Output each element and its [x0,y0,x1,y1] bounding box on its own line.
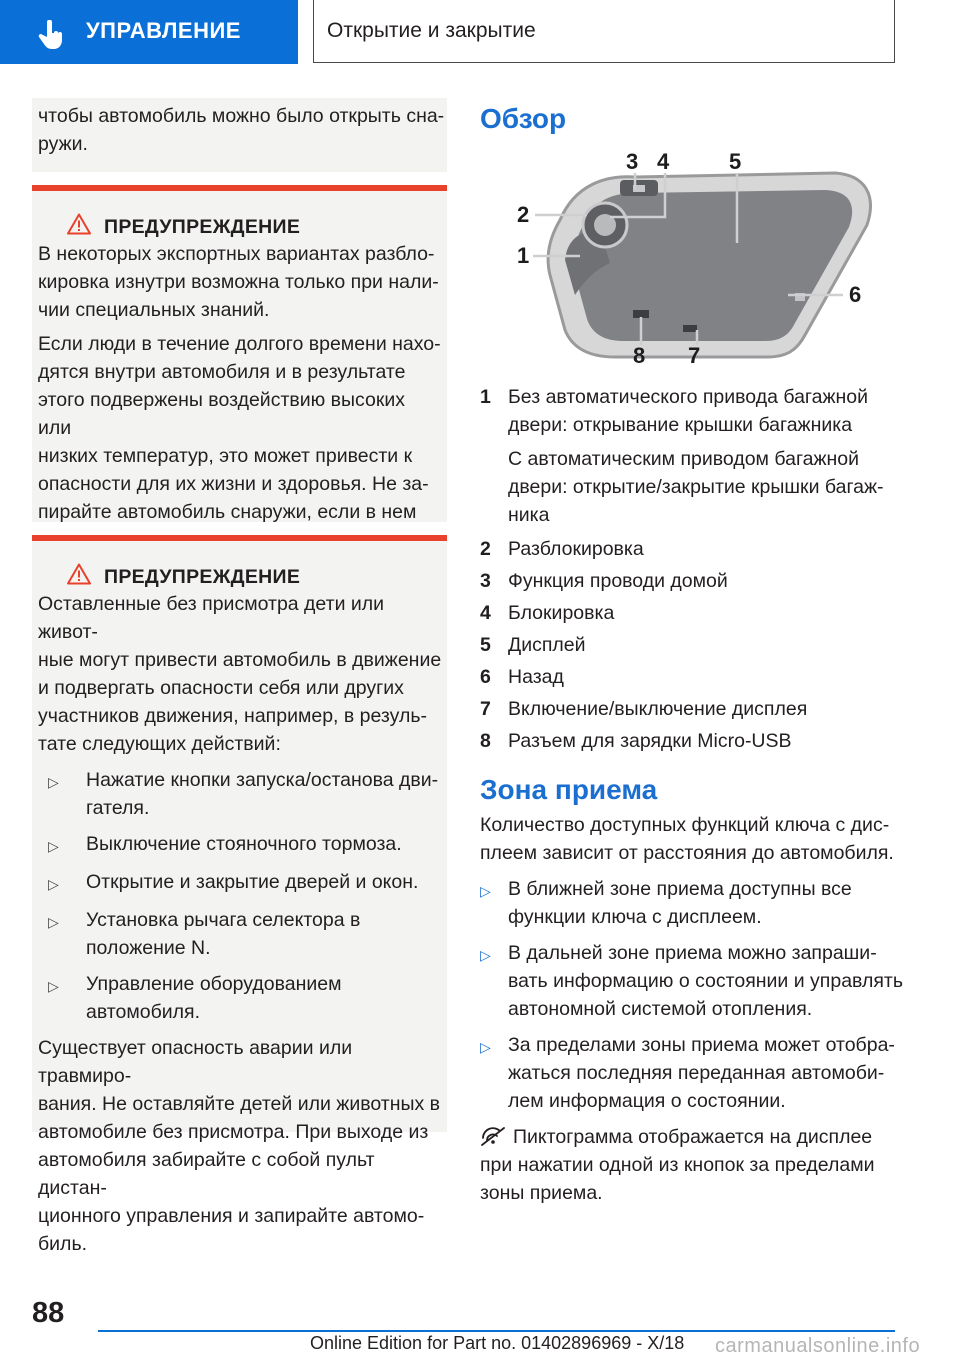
text-line: Включение/выключение дисплея [508,698,808,720]
bullet-arrow-icon: ▷ [48,978,59,994]
list-item [38,906,447,962]
text-line: этого подвержены воздействию высоких или [38,389,406,439]
legend-item [480,631,910,659]
text-line: Количество доступных функций ключа с дис- [480,814,890,836]
text-line: ные могут привести автомобиль в движение [38,649,442,671]
bullet-arrow-icon: ▷ [480,947,491,963]
legend-item [480,535,910,563]
bullet-arrow-icon: ▷ [48,876,59,892]
callout-7: 7 [688,343,701,368]
text-line: В некоторых экспортных вариантах разбло- [38,243,435,265]
legend-number: 6 [480,666,491,688]
bullet-arrow-icon: ▷ [480,1039,491,1055]
text-line: Существует опасность аварии или травмиро- [38,1037,353,1087]
list-item [480,939,920,1023]
zone-content [480,811,920,1207]
text-line: Функция проводи домой [508,570,728,592]
text-line: опасности для их жизни и здоровья. Не за- [38,473,429,495]
text-line: плеем зависит от расстояния до автомобиля. [480,842,894,864]
display-key-illustration [505,145,885,375]
text-line: Выключение стояночного тормоза. [86,833,402,855]
text-line: Нажатие кнопки запуска/останова дви- [86,769,439,791]
top-note-panel [32,98,447,172]
text-line: вания. Не оставляйте детей или животных в [38,1093,441,1115]
warning-title: ПРЕДУПРЕЖДЕНИЕ [104,566,301,588]
text-line: ционного управления и запирайте автомо- [38,1205,425,1227]
text-line: Дисплей [508,634,586,656]
text-line: автономной системой отопления. [508,998,813,1020]
text-line: чии специальных знаний. [38,299,270,321]
section-heading-zone: Зона приема [480,774,658,805]
text-line: низких температур, это может привести к [38,445,413,467]
callout-5: 5 [729,149,742,174]
legend-number: 4 [480,602,491,624]
text-line: Разблокировка [508,538,644,560]
footer-edition: Online Edition for Part no. 01402896969 - X/18 [310,1333,685,1353]
callout-1: 1 [517,243,530,268]
text-line: В ближней зоне приема доступны все [508,878,852,900]
text-line: Установка рычага селектора в [86,909,361,931]
text-line: при нажатии одной из кнопок за пределами [480,1154,875,1176]
text-line: С автоматическим приводом багажной [508,448,860,470]
text-line: лем информация о состоянии. [508,1090,786,1112]
legend-number: 7 [480,698,491,720]
legend-item [480,663,910,691]
text-line: Разъем для зарядки Micro-USB [508,730,792,752]
text-line: двери: открытие/закрытие крышки багаж- [508,476,884,498]
text-line: положение N. [86,937,211,959]
text-line: пирайте автомобиль снаружи, если в нем [38,501,417,523]
footer-rule [98,1330,895,1332]
callout-3: 3 [626,149,639,174]
text-line: автомобиля. [86,1001,201,1023]
list-item [480,875,920,931]
text-line: функции ключа с дисплеем. [508,906,762,928]
text-line: автомобиля забирайте с собой пульт дистан- [38,1149,375,1199]
text-line: участников движения, например, в резуль- [38,705,428,727]
callout-2: 2 [517,202,530,227]
legend-item [480,695,910,723]
legend-number: 3 [480,570,491,592]
text-line: двери: открывание крышки багажника [508,414,853,436]
section-tab[interactable] [0,0,298,64]
legend-number: 1 [480,386,491,408]
text-line: Назад [508,666,564,688]
legend-item [480,567,910,595]
legend-number: 8 [480,730,491,752]
section-heading-overview: Обзор [480,103,567,134]
list-item [38,868,447,898]
text-line: вать информацию о состоянии и управлять [508,970,903,992]
page-number: 88 [32,1297,65,1329]
footer-watermark: carmanualsonline.info [715,1335,921,1357]
legend-number: 5 [480,634,491,656]
list-item [38,830,447,860]
text-line: За пределами зоны приема может отобра- [508,1034,895,1056]
warning-panel-1 [32,191,447,522]
chapter-title: Открытие и закрытие [327,19,536,42]
legend-item [480,599,910,627]
warning-triangle-icon [67,213,91,235]
text-line: гателя. [86,797,150,819]
callout-6: 6 [849,282,862,307]
legend-item [480,383,910,529]
text-line: В дальней зоне приема можно запраши- [508,942,877,964]
no-signal-icon [480,1126,508,1146]
legend-item [480,727,910,755]
text-line: Управление оборудованием [86,973,342,995]
bullet-arrow-icon: ▷ [480,883,491,899]
text-line: и подвергать опасности себя или других [38,677,404,699]
chapter-header [313,0,895,63]
warning-title: ПРЕДУПРЕЖДЕНИЕ [104,216,301,238]
text-line: жаться последняя переданная автомоби- [508,1062,885,1084]
warning-panel-2 [32,541,447,1255]
text-line: кировка изнутри возможна только при нали- [38,271,439,293]
text-line: автомобиле без присмотра. При выходе из [38,1121,429,1143]
text-line: Открытие и закрытие дверей и окон. [86,871,419,893]
text-line: Оставленные без присмотра дети или живот- [38,593,385,643]
list-item [480,1031,920,1115]
pointing-hand-icon [38,20,64,50]
bullet-arrow-icon: ▷ [48,914,59,930]
text-line: Блокировка [508,602,615,624]
callout-8: 8 [633,343,646,368]
bullet-arrow-icon: ▷ [48,838,59,854]
text-line: ружи. [38,133,88,155]
legend-list [480,383,910,755]
text-line: ника [508,504,550,526]
section-label: УПРАВЛЕНИЕ [86,18,241,43]
legend-number: 2 [480,538,491,560]
warning-triangle-icon [67,563,91,585]
callout-4: 4 [657,149,670,174]
text-line: Пиктограмма отображается на дисплее [513,1126,873,1148]
text-line: биль. [38,1233,88,1255]
list-item [38,766,447,822]
text-line: Если люди в течение долгого времени нахо- [38,333,441,355]
bullet-arrow-icon: ▷ [48,774,59,790]
text-line: Без автоматического привода багажной [508,386,868,408]
text-line: тате следующих действий: [38,733,281,755]
text-line: чтобы автомобиль можно было открыть сна- [38,105,445,127]
text-line: дятся внутри автомобиля и в результате [38,361,406,383]
text-line: зоны приема. [480,1182,603,1204]
list-item [38,970,447,1026]
